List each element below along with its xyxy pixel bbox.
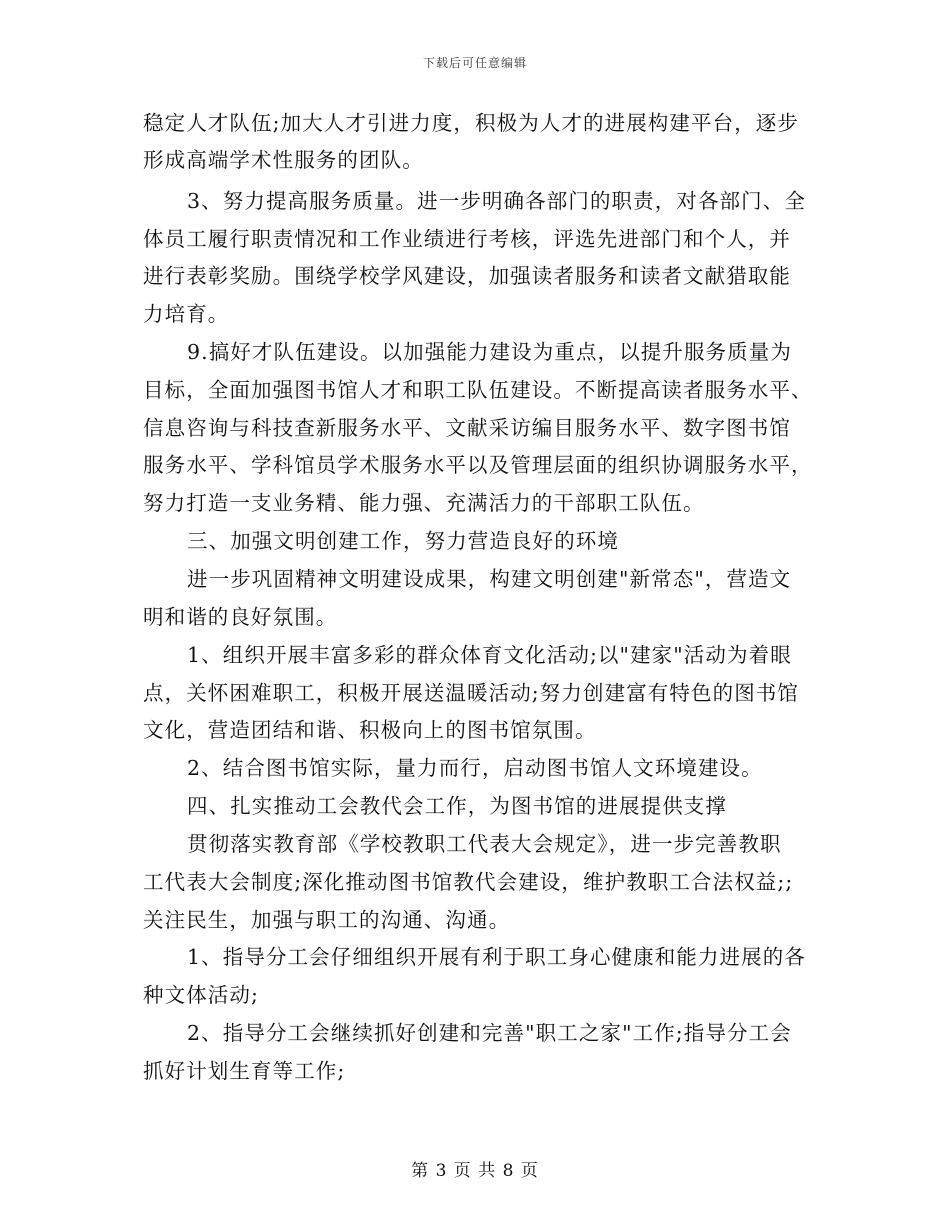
text-line: 稳定人才队伍;加大人才引进力度，积极为人才的进展构建平台，逐步: [143, 111, 800, 135]
text-line: 种文体活动;: [143, 983, 260, 1007]
text-line: 9.搞好才队伍建设。以加强能力建设为重点，以提升服务质量为: [187, 340, 792, 364]
text-line: 抓好计划生育等工作;: [143, 1059, 346, 1083]
section-heading: 三、加强文明创建工作，努力营造良好的环境: [187, 529, 619, 553]
text-line: 点，关怀困难职工，积极开展送温暖活动;努力创建富有特色的图书馆: [143, 681, 800, 705]
footer-prefix: 第: [411, 1161, 430, 1181]
text-line: 关注民生，加强与职工的沟通、沟通。: [143, 908, 511, 932]
current-page-number: 3: [435, 1161, 448, 1181]
text-line: 进一步巩固精神文明建设成果，构建文明创建"新常态"，营造文: [187, 567, 792, 591]
footer-suffix: 页: [520, 1161, 539, 1181]
text-line: 贯彻落实教育部《学校教职工代表大会规定》，进一步完善教职: [187, 832, 782, 856]
total-pages-number: 8: [502, 1161, 515, 1181]
text-line: 信息咨询与科技查新服务水平、文献采访编目服务水平、数字图书馆: [143, 416, 791, 440]
footer-total-char: 共: [478, 1161, 497, 1181]
text-line: 体员工履行职责情况和工作业绩进行考核，评选先进部门和个人，并: [143, 227, 791, 251]
text-line: 服务水平、学科馆员学术服务水平以及管理层面的组织协调服务水平，: [143, 453, 813, 477]
text-line: 2、指导分工会继续抓好创建和完善"职工之家"工作;指导分工会: [187, 1021, 792, 1045]
text-line: 进行表彰奖励。围绕学校学风建设，加强读者服务和读者文献猎取能: [143, 264, 791, 288]
section-heading: 四、扎实推动工会教代会工作，为图书馆的进展提供支撑: [187, 794, 727, 818]
page-header: 下载后可任意编辑: [422, 56, 527, 70]
footer-page-char: 页: [453, 1161, 472, 1181]
text-line: 明和谐的良好氛围。: [143, 605, 338, 629]
text-line: 努力打造一支业务精、能力强、充满活力的干部职工队伍。: [143, 491, 705, 515]
text-line: 3、努力提高服务质量。进一步明确各部门的职责，对各部门、全: [187, 189, 806, 213]
page-footer: [0, 1156, 950, 1181]
text-line: 工代表大会制度;深化推动图书馆教代会建设，维护教职工合法权益;;: [143, 870, 794, 894]
text-line: 1、组织开展丰富多彩的群众体育文化活动;以"建家"活动为着眼: [187, 643, 792, 667]
text-line: 文化，营造团结和谐、积极向上的图书馆氛围。: [143, 718, 597, 742]
text-line: 1、指导分工会仔细组织开展有利于职工身心健康和能力进展的各: [187, 945, 806, 969]
text-line: 2、结合图书馆实际，量力而行，启动图书馆人文环境建设。: [187, 756, 763, 780]
text-line: 形成高端学术性服务的团队。: [143, 148, 424, 172]
text-line: 力培育。: [143, 302, 230, 326]
text-line: 目标，全面加强图书馆人才和职工队伍建设。不断提高读者服务水平、: [143, 378, 813, 402]
